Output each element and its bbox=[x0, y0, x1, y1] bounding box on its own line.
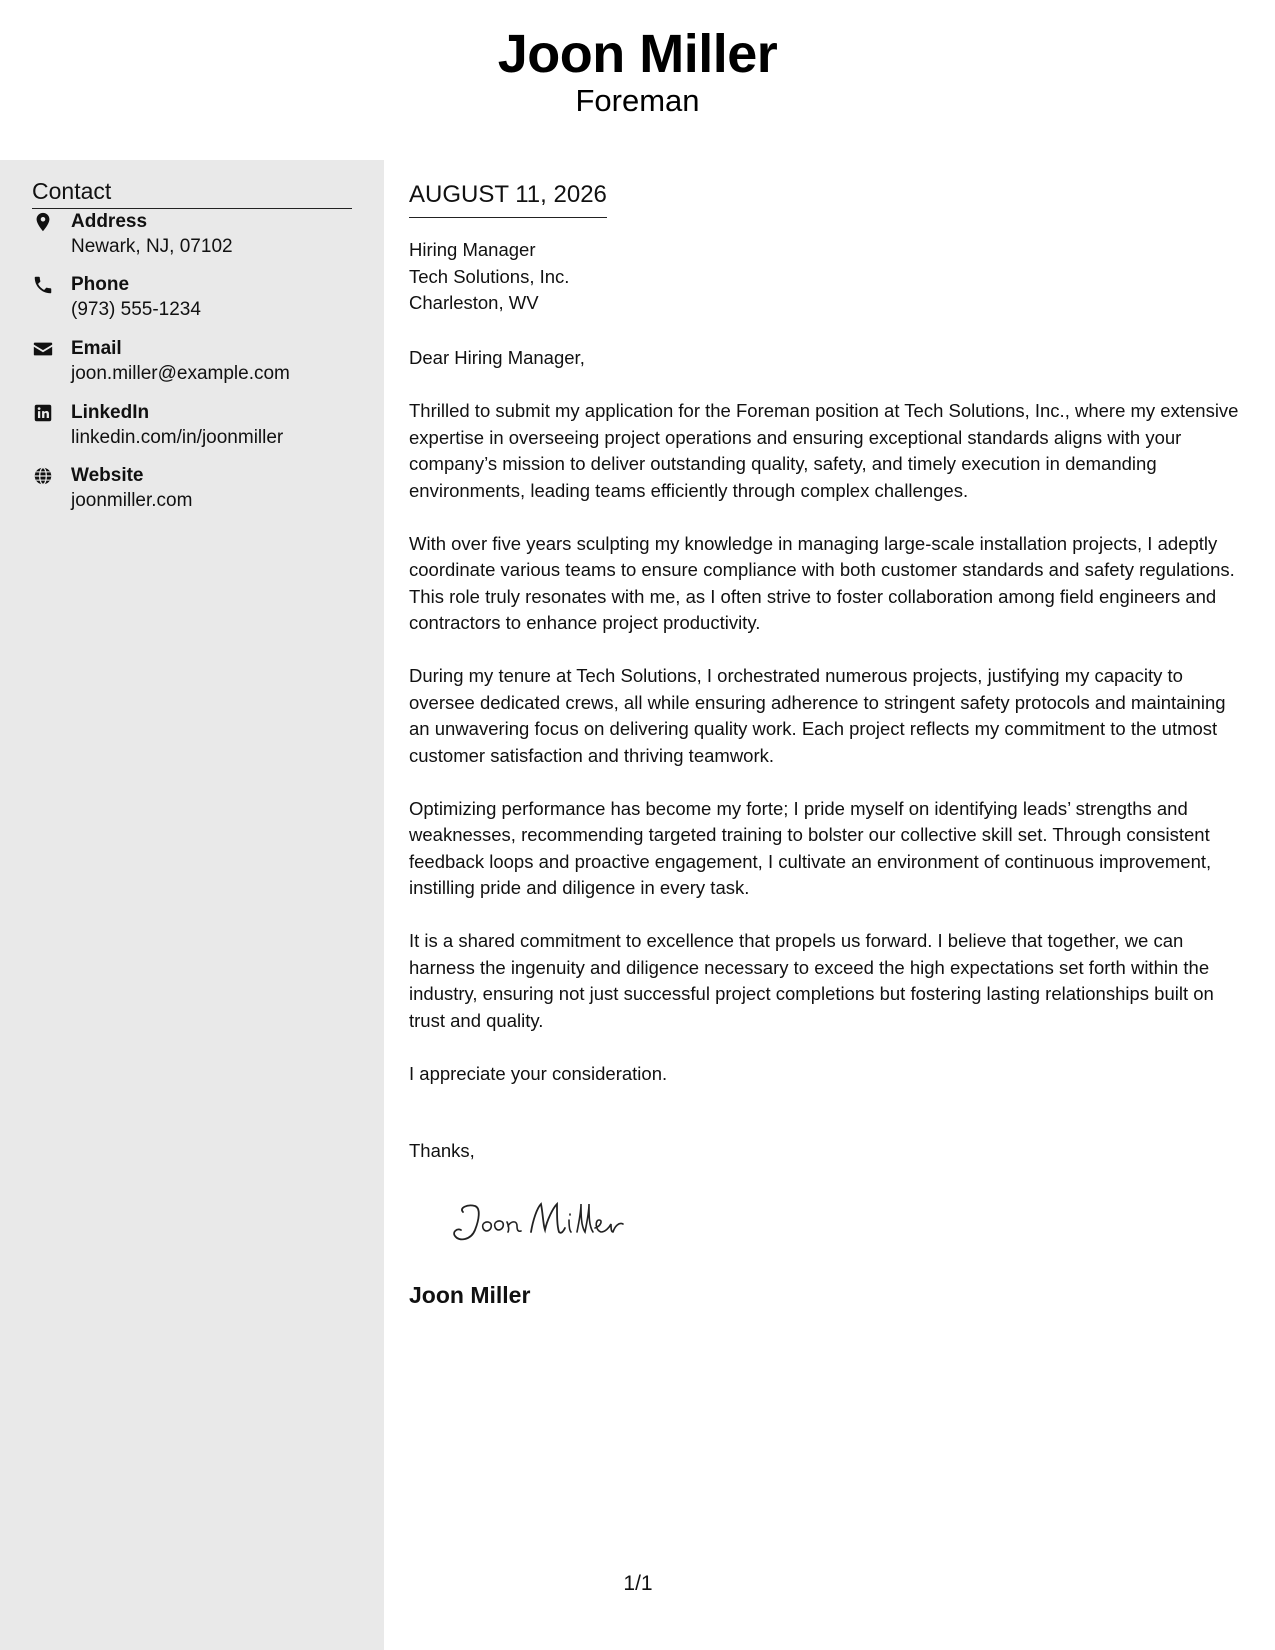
recipient-line: Tech Solutions, Inc. bbox=[409, 265, 570, 287]
letter-paragraphs bbox=[409, 398, 1247, 1114]
globe-icon bbox=[32, 465, 56, 489]
handwritten-signature bbox=[445, 1190, 645, 1250]
applicant-name: Joon Miller bbox=[497, 24, 778, 84]
letter-paragraph: Optimizing performance has become my forte; I pride myself on identifying leads’ strengths and weaknesses, recommending targeted training to bolster our collective skill set. Through consistent feedback loops and proactive engagement, I cultivate an environment of continuous improvement, instilling pride and diligence in every task. bbox=[409, 797, 1212, 898]
phone-icon bbox=[32, 274, 56, 298]
contact-item-email bbox=[32, 336, 362, 396]
contact-label: Email bbox=[71, 338, 122, 359]
contact-label: LinkedIn bbox=[71, 402, 150, 423]
closing: Thanks, bbox=[409, 1140, 475, 1161]
letter-paragraph: During my tenure at Tech Solutions, I orchestrated numerous projects, justifying my capacity to oversee dedicated crews, all while ensuring adherence to stringent safety protocols and maintaining an unwavering focus on delivering quality work. Each project reflects my commitment to the utmost customer satisfaction and thriving teamwork. bbox=[409, 665, 1226, 766]
applicant-role: Foreman bbox=[575, 83, 700, 118]
linkedin-icon bbox=[32, 402, 56, 426]
envelope-icon bbox=[32, 338, 56, 362]
letter-date: AUGUST 11, 2026 bbox=[409, 179, 607, 218]
letter-paragraph: I appreciate your consideration. bbox=[409, 1062, 668, 1084]
salutation: Dear Hiring Manager, bbox=[409, 347, 585, 368]
contact-value: Newark, NJ, 07102 bbox=[71, 236, 233, 257]
recipient-line: Charleston, WV bbox=[409, 292, 539, 313]
contact-label: Website bbox=[71, 465, 144, 486]
letter-paragraph: Thrilled to submit my application for the Foreman position at Tech Solutions, Inc., where my extensive expertise in overseeing project operations and ensuring exceptional standards aligns with your company’s mission to deliver outstanding quality, safety, and timely execution in demanding environments, leading teams efficiently through complex challenges. bbox=[409, 400, 1239, 501]
contact-label: Address bbox=[71, 211, 148, 232]
contact-value: (973) 555-1234 bbox=[71, 299, 201, 320]
contact-value: joonmiller.com bbox=[71, 490, 193, 511]
contact-title: Contact bbox=[32, 176, 352, 209]
contact-item-website bbox=[32, 463, 362, 523]
contact-value: joon.miller@example.com bbox=[71, 363, 290, 384]
letter-paragraph: With over five years sculpting my knowledge in managing large-scale installation projects, I adeptly coordinate various teams to ensure compliance with both customer standards and safety regulations. This role truly resonates with me, as I often strive to foster collaboration among field engineers and contractors to enhance project productivity. bbox=[409, 532, 1235, 633]
contact-item-address bbox=[32, 209, 362, 269]
recipient-block bbox=[409, 237, 569, 317]
page-number: 1/1 bbox=[623, 1572, 653, 1595]
letter-paragraph: It is a shared commitment to excellence that propels us forward. I believe that together, we can harness the ingenuity and diligence necessary to exceed the high expectations set forth within the industry, ensuring not just successful project completions but fostering lasting relationships built on trust and quality. bbox=[409, 930, 1214, 1031]
recipient-line: Hiring Manager bbox=[409, 239, 536, 260]
contact-item-phone bbox=[32, 272, 362, 332]
letter-header bbox=[0, 0, 1275, 160]
contact-item-linkedin bbox=[32, 400, 362, 460]
map-pin-icon bbox=[32, 211, 56, 235]
contact-sidebar bbox=[0, 160, 384, 1650]
contact-label: Phone bbox=[71, 274, 130, 295]
contact-value: linkedin.com/in/joonmiller bbox=[71, 427, 284, 448]
signer-name: Joon Miller bbox=[409, 1282, 531, 1308]
